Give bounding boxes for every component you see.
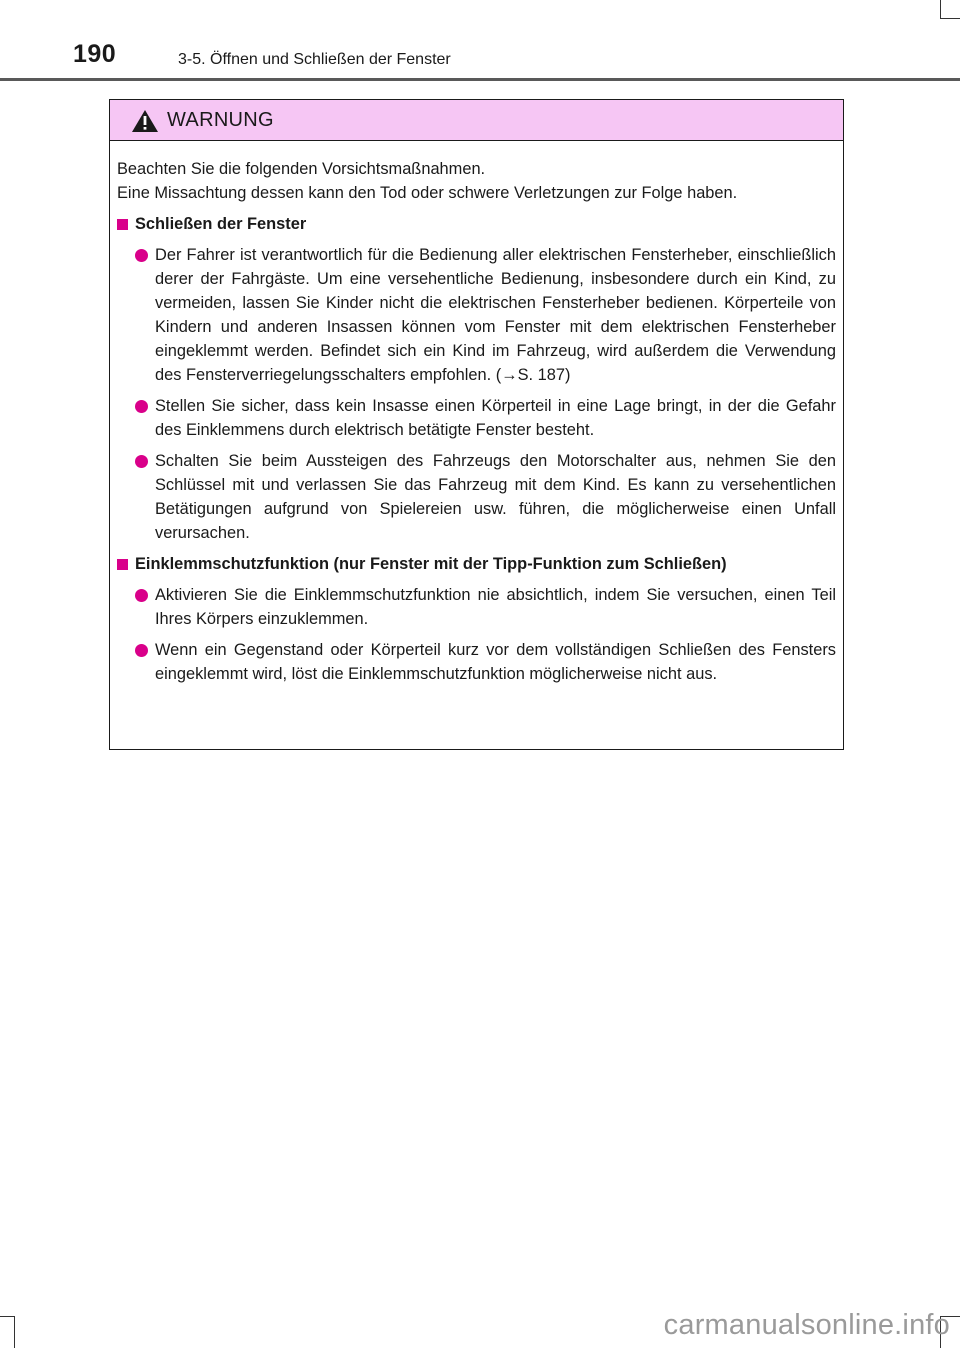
circle-bullet-icon <box>135 400 148 413</box>
circle-bullet-icon <box>135 249 148 262</box>
section-heading <box>117 552 836 576</box>
page-number: 190 <box>73 40 117 68</box>
list-item <box>117 394 836 442</box>
list-item <box>117 449 836 545</box>
square-bullet-icon <box>117 559 128 570</box>
section-title: 3-5. Öffnen und Schließen der Fenster <box>178 51 451 68</box>
header-rule <box>0 78 960 81</box>
list-item <box>117 583 836 631</box>
warning-body <box>110 141 843 686</box>
list-item-text: Der Fahrer ist verantwortlich für die Bedienung aller elektrischen Fensterheber, einschließlich derer der Fahrgäste. Um eine versehentliche Bedienung, insbesondere durch ein Kind, zu vermeiden, lassen Sie Kinder nicht die elektrischen Fensterheber bedienen. Körperteile von Kindern und anderen Insassen können vom Fenster mit dem elektrischen Fensterheber eingeklemmt werden. Befindet sich ein Kind im Fahrzeug, wird außerdem die Verwendung des Fensterverriegelungsschalters empfohlen. (→S. 187) <box>155 246 836 384</box>
list-item-text: Schalten Sie beim Aussteigen des Fahrzeugs den Motorschalter aus, nehmen Sie den Schlüssel mit und verlassen Sie das Fahrzeug mit dem Kind. Es kann zu versehentlichen Betätigungen aufgrund von Spielereien usw. führen, die möglicherweise einen Unfall verursachen. <box>155 452 836 542</box>
circle-bullet-icon <box>135 589 148 602</box>
list-item-text: Aktivieren Sie die Einklemmschutzfunktion nie absichtlich, indem Sie versuchen, einen Teil Ihres Körpers einzuklemmen. <box>155 586 836 628</box>
circle-bullet-icon <box>135 644 148 657</box>
intro-line: Eine Missachtung dessen kann den Tod oder schwere Verletzungen zur Folge haben. <box>117 184 738 202</box>
list-item <box>117 243 836 387</box>
crop-mark <box>14 1316 15 1348</box>
watermark: carmanualsonline.info <box>663 1309 950 1341</box>
crop-mark <box>940 0 941 18</box>
warning-header <box>110 100 843 141</box>
warning-title: WARNUNG <box>167 109 274 131</box>
warning-box <box>109 99 844 750</box>
crop-mark <box>940 18 960 19</box>
square-bullet-icon <box>117 219 128 230</box>
list-item-text: Stellen Sie sicher, dass kein Insasse einen Körperteil in eine Lage bringt, in der die Gefahr des Einklemmens durch elektrisch betätigte Fenster besteht. <box>155 397 836 439</box>
intro-line: Beachten Sie die folgenden Vorsichtsmaßnahmen. <box>117 160 486 178</box>
section-heading <box>117 212 836 236</box>
section-heading-text: Einklemmschutzfunktion (nur Fenster mit der Tipp-Funktion zum Schließen) <box>135 555 727 573</box>
list-item <box>117 638 836 686</box>
section-heading-text: Schließen der Fenster <box>135 215 307 233</box>
crop-mark <box>0 1316 14 1317</box>
list-item-text: Wenn ein Gegenstand oder Körperteil kurz vor dem vollständigen Schließen des Fensters eingeklemmt wird, löst die Einklemmschutzfunktion möglicherweise nicht aus. <box>155 641 836 683</box>
circle-bullet-icon <box>135 455 148 468</box>
warning-triangle-icon <box>131 109 159 138</box>
